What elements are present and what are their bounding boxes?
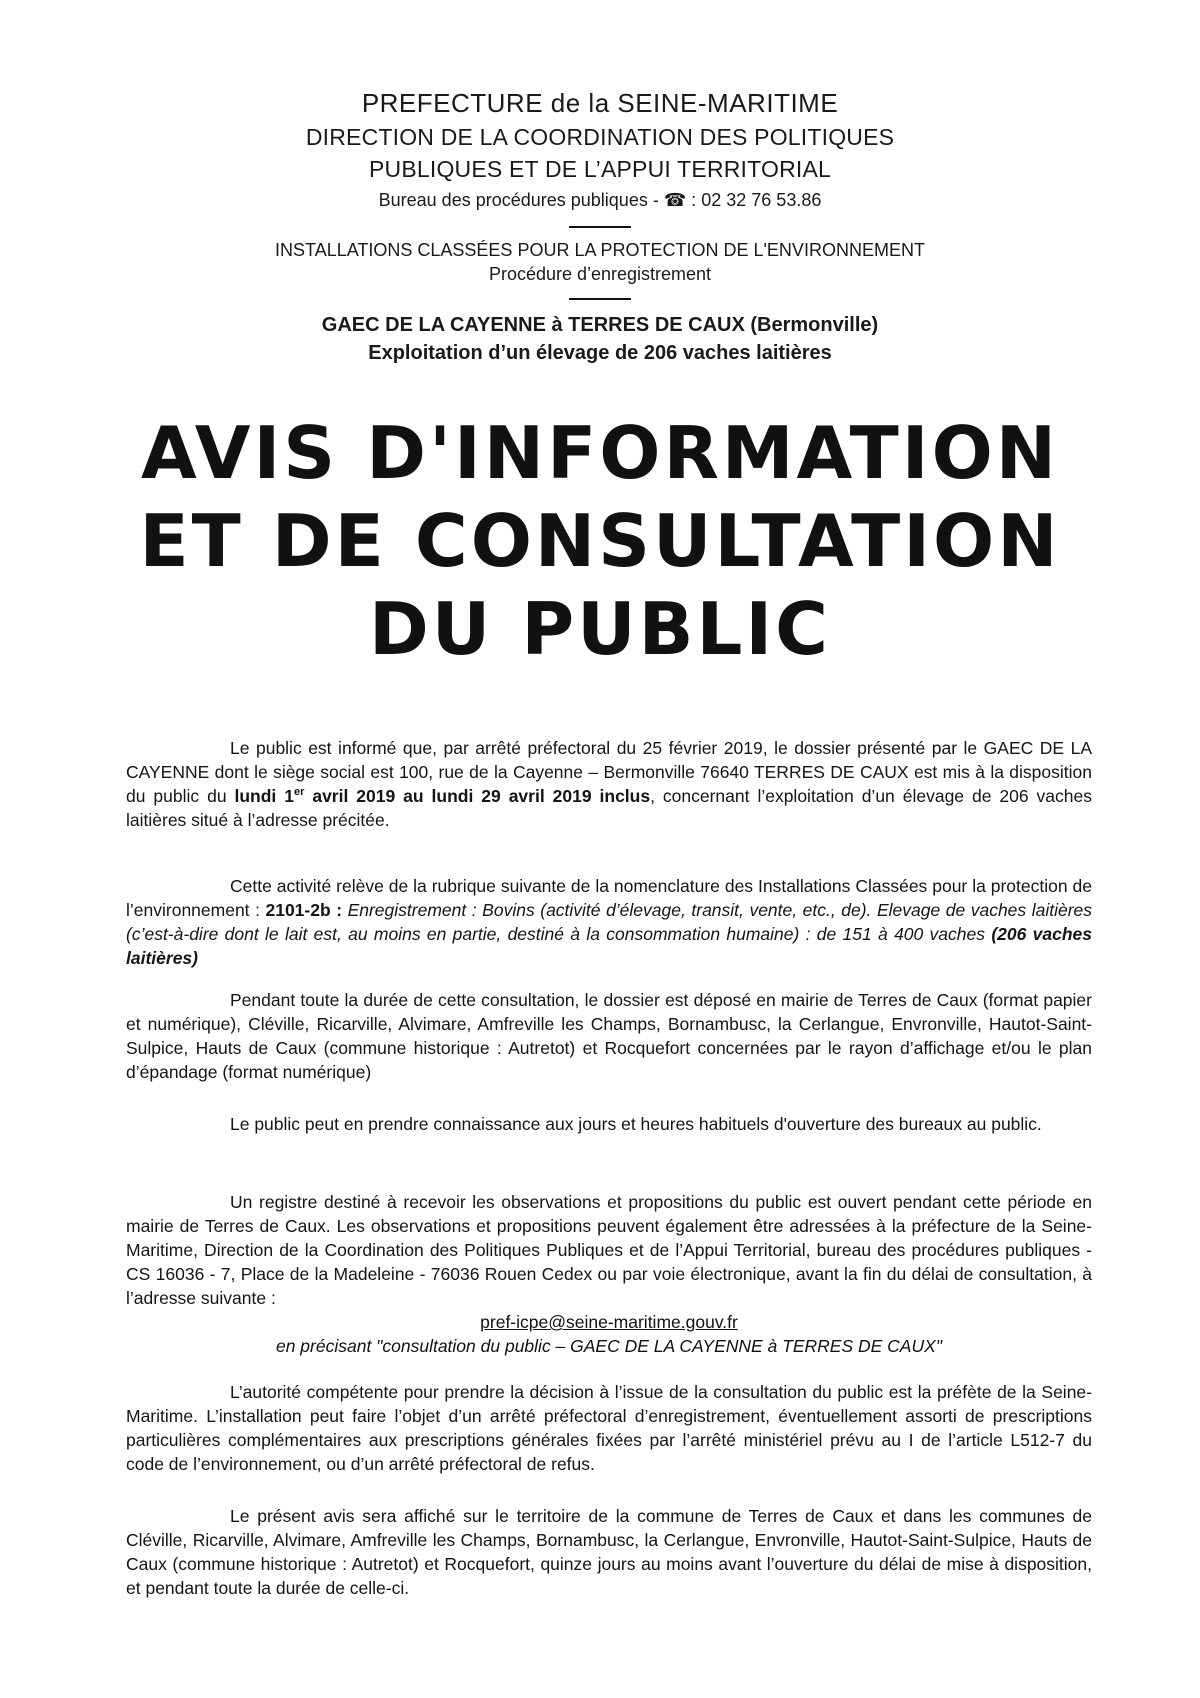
main-title-line-2: ET DE CONSULTATION bbox=[139, 499, 1061, 583]
email-mention: en précisant "consultation du public – GAEC DE LA CAYENNE à TERRES DE CAUX" bbox=[275, 1336, 943, 1356]
subject-line-1: GAEC DE LA CAYENNE à TERRES DE CAUX (Bermonville) bbox=[321, 314, 879, 336]
direction-line-1: DIRECTION DE LA COORDINATION DES POLITIQUES bbox=[305, 124, 895, 150]
main-title-line-3: DU PUBLIC bbox=[369, 587, 831, 671]
separator-1 bbox=[569, 226, 631, 228]
procedure-heading: Procédure d’enregistrement bbox=[488, 264, 712, 284]
paragraph-depot: Pendant toute la durée de cette consultation, le dossier est déposé en mairie de Terres de Caux (format papier et numérique), Cléville, Ricarville, Alvimare, Amfreville les Champs, Bornambusc, la Cerlangue, Envronville, Hautot-Saint-Sulpice, Hauts de Caux (commune historique : Autretot) et Rocquefort concernées par le rayon d’affichage et/ou le plan d’épandage (format numérique) bbox=[126, 990, 1092, 1082]
email-link[interactable]: pref-icpe@seine-maritime.gouv.fr bbox=[480, 1312, 738, 1332]
paragraph-affichage: Le présent avis sera affiché sur le territoire de la commune de Terres de Caux et dans les communes de Cléville, Ricarville, Alvimare, Amfreville les Champs, Bornambusc, la Cerlangue, Envronville, Hautot-Saint-Sulpice, Hauts de Caux (commune historique : Autretot) et Rocquefort, quinze jours au moins avant l’ouverture du délai de mise à disposition, et pendant toute la durée de celle-ci. bbox=[126, 1506, 1092, 1598]
icpe-heading: INSTALLATIONS CLASSÉES POUR LA PROTECTION DE L'ENVIRONNEMENT bbox=[275, 240, 925, 260]
bureau-phone: Bureau des procédures publiques - ☎ : 02 32 76 53.86 bbox=[378, 190, 822, 210]
paragraph-registre: Un registre destiné à recevoir les observations et propositions du public est ouvert pendant cette période en mairie de Terres de Caux. Les observations et propositions peuvent également être adressées à la préfecture de la Seine-Maritime, Direction de la Coordination des Politiques Publiques et de l’Appui Territorial, bureau des procédures publiques - CS 16036 - 7, Place de la Madeleine - 76036 Rouen Cedex ou par voie électronique, avant la fin du délai de consultation, à l’adresse suivante : bbox=[126, 1192, 1092, 1308]
paragraph-intro: Le public est informé que, par arrêté préfectoral du 25 février 2019, le dossier présenté par le GAEC DE LA CAYENNE dont le siège social est 100, rue de la Cayenne – Bermonville 76640 TERRES DE CAUX est mis à la disposition du public du lundi 1er avril 2019 au lundi 29 avril 2019 inclus, concernant l’exploitation d’un élevage de 206 vaches laitières situé à l’adresse précitée. bbox=[126, 738, 1092, 830]
separator-2 bbox=[569, 298, 631, 300]
direction-line-2: PUBLIQUES ET DE L’APPUI TERRITORIAL bbox=[368, 156, 832, 182]
paragraph-rubrique: Cette activité relève de la rubrique suivante de la nomenclature des Installations Classées pour la protection de l’environnement : 2101-2b : Enregistrement : Bovins (activité d’élevage, transit, vente, etc., de). Elevage de vaches laitières (c’est-à-dire dont le lait est, au moins en partie, destiné à la consommation humaine) : de 151 à 400 vaches (206 vaches laitières) bbox=[126, 876, 1093, 968]
subject-line-2: Exploitation d’un élevage de 206 vaches laitières bbox=[368, 342, 832, 364]
paragraph-connaissance: Le public peut en prendre connaissance aux jours et heures habituels d'ouverture des bureaux au public. bbox=[230, 1114, 1042, 1134]
main-title-line-1: AVIS D'INFORMATION bbox=[140, 411, 1060, 495]
prefecture-title: PREFECTURE de la SEINE-MARITIME bbox=[361, 88, 839, 118]
paragraph-autorite: L’autorité compétente pour prendre la décision à l’issue de la consultation du public est la préfète de la Seine-Maritime. L’installation peut faire l’objet d’un arrêté préfectoral d’enregistrement, éventuellement assorti de prescriptions particulières complémentaires aux prescriptions générales fixées par l’arrêté ministériel prévu au I de l’article L512-7 du code de l’environnement, ou d’un arrêté préfectoral de refus. bbox=[126, 1382, 1092, 1474]
